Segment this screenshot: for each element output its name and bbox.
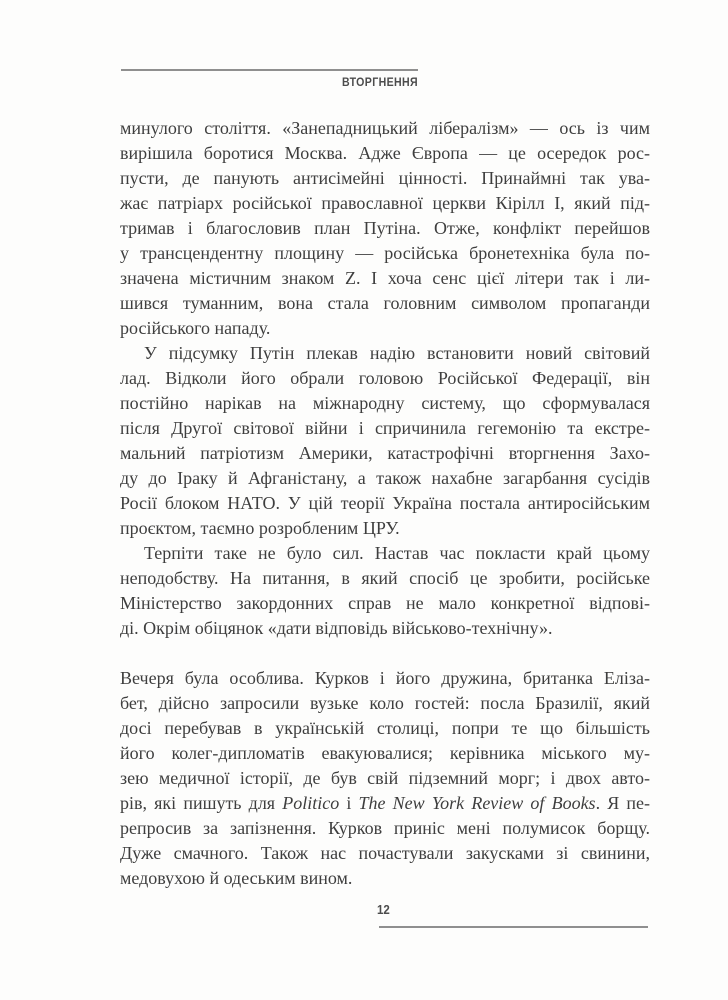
body-line [120, 366, 650, 391]
text-segment: тримав і благословив план Путіна. Отже, конфлікт перейшов [120, 218, 650, 238]
text-segment: і [339, 793, 359, 813]
text-segment: проєктом, таємно розробленим ЦРУ. [120, 518, 400, 538]
text-segment: пусти, де панують антисімейні цінності. Принаймні так ува- [120, 168, 650, 188]
body-line [120, 766, 650, 791]
body-line [120, 866, 650, 891]
body-line [120, 516, 650, 541]
text-segment: вирішила боротися Москва. Адже Європа — це осередок рос- [120, 143, 650, 163]
body-line [120, 216, 650, 241]
body-line [120, 741, 650, 766]
footer-rule [379, 926, 648, 928]
body-line [120, 666, 650, 691]
text-segment: значена містичним знаком Z. І хоча сенс цієї літери так і ли- [120, 268, 650, 288]
text-segment: У підсумку Путін плекав надію встановити новий світовий [144, 343, 650, 363]
body-line [120, 391, 650, 416]
text-segment: його колег-дипломатів евакуювалися; керівника міського му- [120, 743, 650, 763]
body-line [120, 416, 650, 441]
italic-text-segment: Politico [282, 793, 340, 813]
text-segment: Росії блоком НАТО. У цій теорії Україна постала антиросійським [120, 493, 650, 513]
text-segment: Терпіти таке не було сил. Настав час покласти край цьому [144, 543, 650, 563]
body-line [120, 116, 650, 141]
text-segment: російського нападу. [120, 318, 271, 338]
text-segment: рів, які пишуть для [120, 793, 283, 813]
text-segment: постійно нарікав на міжнародну систему, що сформувалася [120, 393, 650, 413]
body-paragraph [120, 541, 650, 641]
body-paragraph [120, 341, 650, 541]
body-line [120, 191, 650, 216]
body-line [120, 316, 650, 341]
running-header-title: ВТОРГНЕННЯ [342, 77, 418, 89]
body-line [120, 141, 650, 166]
text-segment: медовухою й одеським вином. [120, 868, 353, 888]
body-paragraph [120, 666, 650, 891]
body-line [120, 441, 650, 466]
text-segment: після Другої світової війни і спричинила гегемонію та екстре- [120, 418, 650, 438]
body-line [120, 591, 650, 616]
body-line [120, 166, 650, 191]
text-segment: лад. Відколи його обрали головою Російської Федерації, він [120, 368, 650, 388]
text-segment: Дуже смачного. Також нас почастували закусками зі свинини, [120, 843, 650, 863]
body-line [120, 341, 650, 366]
body-line [120, 291, 650, 316]
text-segment: ді. Окрім обіцянок «дати відповідь військово-технічну». [120, 618, 553, 638]
body-line [120, 541, 650, 566]
body-line [120, 491, 650, 516]
text-segment: у трансцендентну площину — російська бронетехніка була по- [120, 243, 650, 263]
text-segment: шився туманним, вона стала головним символом пропаганди [120, 293, 650, 313]
text-segment: досі перебував в українській столиці, попри те що більшість [120, 718, 650, 738]
text-segment: жає патріарх російської православної церкви Кірілл I, який під- [120, 193, 650, 213]
body-line [120, 466, 650, 491]
text-segment: зею медичної історії, де був свій підземний морг; і двох авто- [120, 768, 650, 788]
body-line [120, 566, 650, 591]
page-number: 12 [377, 903, 390, 917]
body-paragraph [120, 116, 650, 341]
body-line [120, 791, 650, 816]
body-line [120, 841, 650, 866]
text-segment: . Я пе- [595, 793, 650, 813]
text-segment: ду до Іраку й Афганістану, а також нахабне загарбання сусідів [120, 468, 650, 488]
body-line [120, 266, 650, 291]
body-text [120, 116, 650, 891]
text-segment: Міністерство закордонних справ не мало конкретної відпові- [120, 593, 650, 613]
text-segment: бет, дійсно запросили вузьке коло гостей: посла Бразилії, який [120, 693, 650, 713]
text-segment: неподобству. На питання, в який спосіб це зробити, російське [120, 568, 650, 588]
text-segment: мальний патріотизм Америки, катастрофічні вторгнення Захо- [120, 443, 650, 463]
text-segment: Вечеря була особлива. Курков і його дружина, британка Еліза- [120, 668, 650, 688]
text-segment: репросив за запізнення. Курков приніс мені полумисок борщу. [120, 818, 650, 838]
header-rule [121, 69, 418, 71]
body-line [120, 716, 650, 741]
body-line [120, 816, 650, 841]
body-line [120, 616, 650, 641]
italic-text-segment: The New York Review of Books [358, 793, 596, 813]
text-segment: минулого століття. «Занепадницький лібералізм» — ось із чим [120, 118, 650, 138]
body-line [120, 691, 650, 716]
body-line [120, 241, 650, 266]
